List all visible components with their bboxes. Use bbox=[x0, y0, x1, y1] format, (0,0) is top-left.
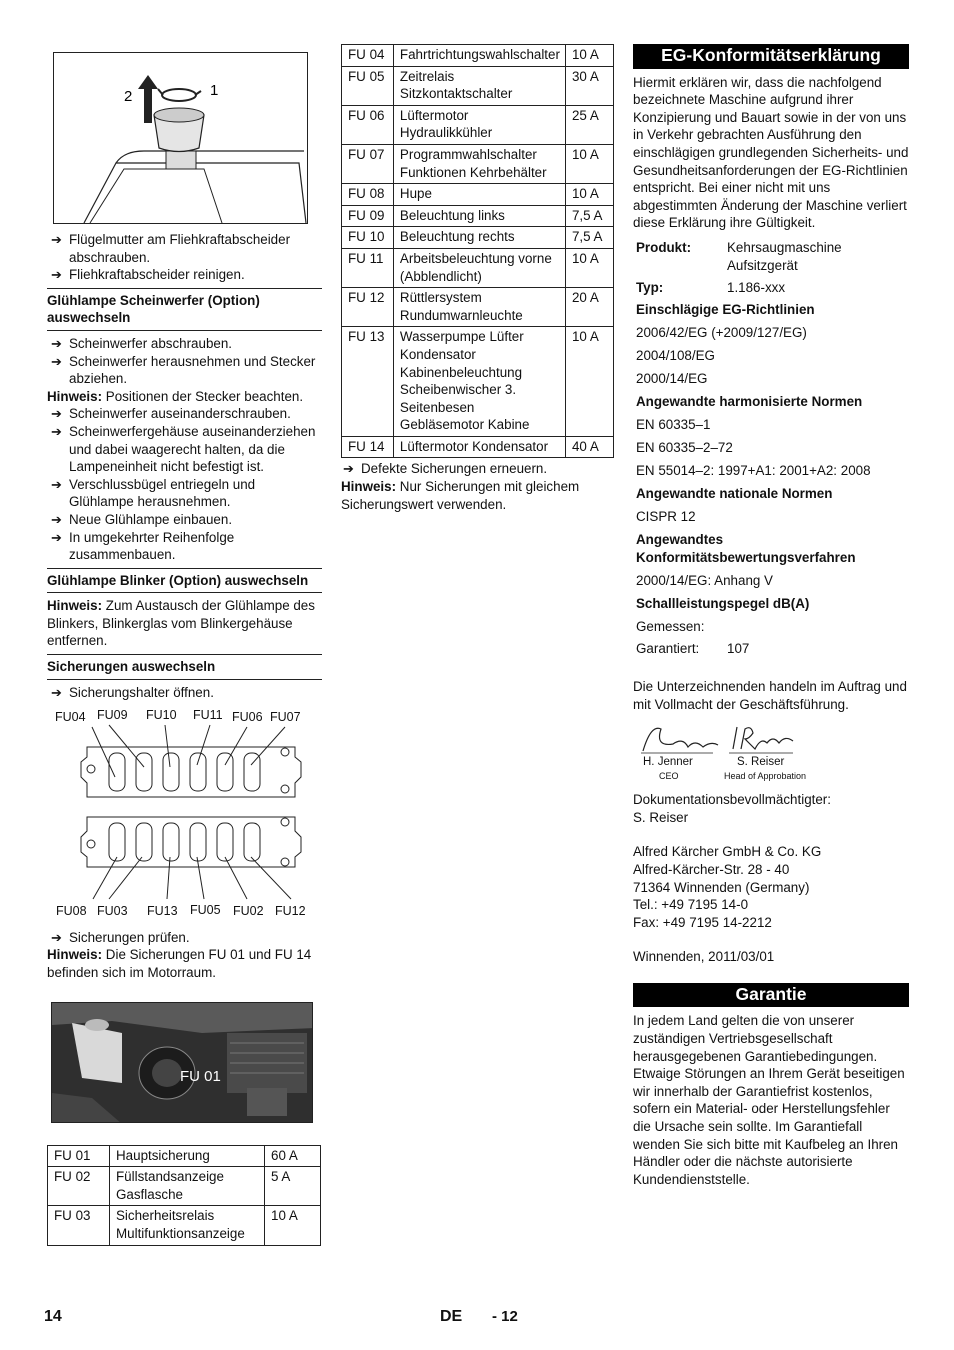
arrow-icon: ➔ bbox=[343, 461, 354, 477]
fuse-function: Sicherheitsrelais Multifunktionsanzeige bbox=[110, 1206, 265, 1245]
guaranteed-label: Garantiert: bbox=[636, 640, 700, 656]
table-row bbox=[342, 248, 614, 287]
fuse-rating: 20 A bbox=[565, 288, 613, 327]
fuse-function: Zeitrelais Sitzkontaktschalter bbox=[393, 66, 565, 105]
directive-item: 2006/42/EG (+2009/127/EG) bbox=[636, 324, 807, 340]
doc-rep-label: Dokumentationsbevollmächtigter: bbox=[633, 792, 831, 808]
fuse-table-left bbox=[47, 1145, 321, 1246]
fuse-id: FU 07 bbox=[342, 144, 394, 183]
fuse-id: FU 13 bbox=[342, 327, 394, 437]
step bbox=[47, 929, 322, 947]
standard-item: EN 55014–2: 1997+A1: 2001+A2: 2008 bbox=[636, 462, 871, 478]
arrow-icon: ➔ bbox=[51, 476, 62, 492]
arrow-icon: ➔ bbox=[51, 335, 62, 351]
middle-hint bbox=[341, 478, 614, 513]
fuse-rating: 5 A bbox=[265, 1167, 321, 1206]
type-value: 1.186-xxx bbox=[727, 279, 786, 295]
step-text: Defekte Sicherungen erneuern. bbox=[361, 461, 548, 477]
fuse-label: FU02 bbox=[233, 904, 264, 919]
place-date: Winnenden, 2011/03/01 bbox=[633, 949, 775, 965]
standard-item: EN 60335–1 bbox=[636, 416, 711, 432]
fuse-holder-figure bbox=[47, 707, 322, 927]
fuse-rating: 25 A bbox=[565, 105, 613, 144]
table-row bbox=[48, 1206, 321, 1245]
signer2-role: Head of Approbation bbox=[724, 771, 807, 782]
conformity-title: Angewandtes Konformitätsbewertungsverfahren bbox=[636, 531, 856, 565]
right-column bbox=[633, 44, 909, 1188]
separator-steps bbox=[47, 231, 322, 284]
hint-text: Positionen der Stecker beachten. bbox=[105, 388, 304, 404]
page-number: 14 bbox=[44, 1308, 62, 1325]
fig1-label-2: 2 bbox=[124, 88, 133, 105]
fuse-label: FU04 bbox=[55, 710, 86, 725]
signature-graphics bbox=[633, 719, 833, 759]
table-row bbox=[342, 327, 614, 437]
address-line: Tel.: +49 7195 14-0 bbox=[633, 897, 749, 913]
table-row bbox=[342, 144, 614, 183]
signer1-name: H. Jenner bbox=[643, 756, 693, 769]
step-text: Scheinwerfer herausnehmen und Stecker abziehen. bbox=[69, 353, 316, 387]
table-row bbox=[342, 436, 614, 458]
fuse-function: Lüftermotor Hydraulikkühler bbox=[393, 105, 565, 144]
hint-label: Hinweis: bbox=[47, 388, 103, 404]
address-line: Alfred Kärcher GmbH & Co. KG bbox=[633, 844, 822, 860]
signatures bbox=[633, 719, 909, 781]
fuse-function: Programmwahlschalter Funktionen Kehrbehälter bbox=[393, 144, 565, 183]
step bbox=[341, 460, 614, 478]
fuse-id: FU 02 bbox=[48, 1167, 110, 1206]
directives-title: Einschlägige EG-Richtlinien bbox=[636, 301, 815, 317]
sub-page-number: - 12 bbox=[492, 1308, 518, 1325]
ec-declaration-title: EG-Konformitätserklärung bbox=[633, 44, 909, 69]
step bbox=[47, 231, 322, 266]
signers-intro: Die Unterzeichnenden handeln im Auftrag und mit Vollmacht der Geschäftsführung. bbox=[633, 678, 907, 712]
fuse-label: FU13 bbox=[147, 904, 178, 919]
warranty-text: In jedem Land gelten die von unserer zuständigen Vertriebsgesellschaft herausgegebenen Garantiebedingungen. Etwaige Störungen an Ihrem Gerät beseitigen wir innerhalb der Garantiefrist kostenlos, sofern ein Material- oder Herstellungsfehler die Ursache sein sollte. Im Garantiefall wenden Sie sich bitte mit Kaufbeleg an Ihren Händler oder die nächste autorisierte Kundendienststelle. bbox=[633, 1013, 905, 1187]
fuse-id: FU 10 bbox=[342, 227, 394, 249]
ec-intro: Hiermit erklären wir, dass die nachfolgend bezeichnete Maschine aufgrund ihrer Konzipierung und Bauart sowie in der von uns in Verkehr gebrachten Ausführung den einschlägigen grundlegenden Sicherheits- und Gesundheitsanforderungen der EG-Richtlinien entspricht. Bei einer nicht mit uns abgestimmten Änderung der Maschine verliert diese Erklärung ihre Gültigkeit. bbox=[633, 74, 909, 231]
table-row bbox=[342, 205, 614, 227]
fuse-table-middle bbox=[341, 44, 614, 458]
step-text: Neue Glühlampe einbauen. bbox=[69, 511, 233, 527]
step-text: Flügelmutter am Fliehkraftabscheider abschrauben. bbox=[69, 232, 291, 265]
fuse-id: FU 08 bbox=[342, 184, 394, 206]
engine-bay-photo bbox=[51, 1002, 313, 1123]
fuse-label: FU06 bbox=[232, 710, 263, 725]
step-text: Verschlussbügel entriegeln und Glühlampe herausnehmen. bbox=[69, 476, 256, 510]
arrow-icon: ➔ bbox=[51, 267, 62, 283]
product-value: Kehrsaugmaschine Aufsitzgerät bbox=[727, 239, 842, 273]
company-address bbox=[633, 843, 909, 931]
product-row bbox=[633, 238, 909, 278]
fuse-id: FU 01 bbox=[48, 1145, 110, 1167]
warranty-title: Garantie bbox=[633, 983, 909, 1008]
fuse-rating: 10 A bbox=[565, 248, 613, 287]
step bbox=[47, 684, 322, 702]
fuse-function: Beleuchtung rechts bbox=[393, 227, 565, 249]
fuse-function: Wasserpumpe Lüfter Kondensator Kabinenbeleuchtung Scheibenwischer 3. Seitenbesen Gebläsemotor Kabine bbox=[393, 327, 565, 437]
headlamp-steps bbox=[47, 335, 322, 564]
fuse-rating: 7,5 A bbox=[565, 205, 613, 227]
table-row bbox=[342, 105, 614, 144]
type-row bbox=[633, 278, 909, 300]
standard-item: EN 60335–2–72 bbox=[636, 439, 733, 455]
step-text: Sicherungen prüfen. bbox=[69, 929, 190, 945]
fuse-holder-diagram bbox=[47, 707, 322, 922]
step bbox=[47, 266, 322, 284]
table-row bbox=[48, 1145, 321, 1167]
product-label: Produkt: bbox=[636, 239, 692, 255]
step-text: Sicherungshalter öffnen. bbox=[69, 684, 214, 700]
table-row bbox=[342, 45, 614, 67]
arrow-icon: ➔ bbox=[51, 511, 62, 527]
sound-title: Schallleistungspegel dB(A) bbox=[636, 595, 810, 611]
middle-column bbox=[341, 44, 614, 513]
table-row bbox=[48, 1167, 321, 1206]
fuse-label: FU11 bbox=[193, 708, 223, 723]
language-code: DE bbox=[440, 1308, 463, 1325]
fuse-rating: 60 A bbox=[265, 1145, 321, 1167]
doc-rep bbox=[633, 791, 909, 826]
blinker-hint bbox=[47, 597, 322, 650]
fuse-function: Füllstandsanzeige Gasflasche bbox=[110, 1167, 265, 1206]
measured-label: Gemessen: bbox=[636, 618, 705, 634]
fuse-rating: 7,5 A bbox=[565, 227, 613, 249]
fuse-function: Beleuchtung links bbox=[393, 205, 565, 227]
hint-text: Zum Austausch der Glühlampe des Blinkers, Blinkerglas vom Blinkergehäuse entfernen. bbox=[47, 598, 315, 649]
fuse-id: FU 03 bbox=[48, 1206, 110, 1245]
fuse-id: FU 14 bbox=[342, 436, 394, 458]
ec-details bbox=[633, 238, 909, 659]
fuse-label: FU05 bbox=[190, 903, 221, 918]
fuse-rating: 10 A bbox=[565, 184, 613, 206]
photo-label: FU 01 bbox=[180, 1067, 221, 1085]
arrow-icon: ➔ bbox=[51, 406, 62, 422]
check-hint bbox=[47, 946, 322, 981]
fuse-rating: 10 A bbox=[565, 45, 613, 67]
fuse-function: Arbeitsbeleuchtung vorne (Abblendlicht) bbox=[393, 248, 565, 287]
hint-label: Hinweis: bbox=[47, 947, 103, 963]
left-column bbox=[47, 44, 322, 1246]
directive-item: 2004/108/EG bbox=[636, 347, 715, 363]
address-line: Fax: +49 7195 14-2212 bbox=[633, 914, 772, 930]
step-text: Scheinwerfer abschrauben. bbox=[69, 335, 233, 351]
separator-figure bbox=[53, 52, 308, 224]
arrow-icon: ➔ bbox=[51, 232, 62, 247]
signer2-name: S. Reiser bbox=[737, 756, 785, 769]
fuse-function: Rüttlersystem Rundumwarnleuchte bbox=[393, 288, 565, 327]
arrow-icon: ➔ bbox=[51, 684, 62, 700]
fuse-label: FU07 bbox=[270, 710, 301, 725]
arrow-icon: ➔ bbox=[51, 929, 62, 945]
fuse-id: FU 12 bbox=[342, 288, 394, 327]
step-text: In umgekehrter Reihenfolge zusammenbauen. bbox=[69, 529, 235, 563]
fuse-rating: 10 A bbox=[565, 144, 613, 183]
fuse-function: Lüftermotor Kondensator bbox=[393, 436, 565, 458]
guaranteed-value: 107 bbox=[727, 640, 750, 656]
fuse-id: FU 05 bbox=[342, 66, 394, 105]
hint-label: Hinweis: bbox=[341, 479, 397, 495]
type-label: Typ: bbox=[636, 279, 664, 295]
directive-item: 2000/14/EG bbox=[636, 370, 708, 386]
fig1-label-1: 1 bbox=[210, 82, 219, 99]
table-row bbox=[342, 66, 614, 105]
fuse-rating: 30 A bbox=[565, 66, 613, 105]
hint-text: Nur Sicherungen mit gleichem Sicherungswert verwenden. bbox=[341, 479, 580, 512]
step-text: Fliehkraftabscheider reinigen. bbox=[69, 267, 245, 283]
address-line: Alfred-Kärcher-Str. 28 - 40 bbox=[633, 861, 790, 877]
table-row bbox=[342, 227, 614, 249]
step-text: Scheinwerfer auseinanderschrauben. bbox=[69, 406, 291, 422]
fuse-rating: 10 A bbox=[265, 1206, 321, 1245]
fuse-label: FU12 bbox=[275, 904, 306, 919]
blinker-section-title: Glühlampe Blinker (Option) auswechseln bbox=[47, 568, 322, 594]
table-row bbox=[342, 288, 614, 327]
fuse-rating: 10 A bbox=[565, 327, 613, 437]
measured-row bbox=[633, 615, 909, 637]
fuses-section-title: Sicherungen auswechseln bbox=[47, 654, 322, 680]
engine-bay-illustration bbox=[52, 1003, 313, 1123]
hint-label: Hinweis: bbox=[47, 598, 103, 614]
fuse-id: FU 09 bbox=[342, 205, 394, 227]
fuse-label: FU09 bbox=[97, 708, 128, 723]
arrow-icon: ➔ bbox=[51, 423, 62, 439]
fuse-function: Hauptsicherung bbox=[110, 1145, 265, 1167]
doc-rep-name: S. Reiser bbox=[633, 809, 689, 825]
harmonised-title: Angewandte harmonisierte Normen bbox=[636, 393, 863, 409]
hint-text: Die Sicherungen FU 01 und FU 14 befinden sich im Motorraum. bbox=[47, 947, 312, 981]
arrow-icon: ➔ bbox=[51, 353, 62, 369]
fuse-id: FU 06 bbox=[342, 105, 394, 144]
arrow-icon: ➔ bbox=[51, 529, 62, 545]
fuse-id: FU 04 bbox=[342, 45, 394, 67]
fuse-id: FU 11 bbox=[342, 248, 394, 287]
national-title: Angewandte nationale Normen bbox=[636, 485, 833, 501]
separator-illustration bbox=[54, 53, 308, 224]
table-row bbox=[342, 184, 614, 206]
fuse-label: FU03 bbox=[97, 904, 128, 919]
fuse-label: FU10 bbox=[146, 708, 177, 723]
fuse-label: FU08 bbox=[56, 904, 87, 919]
fuse-function: Fahrtrichtungswahlschalter bbox=[393, 45, 565, 67]
headlamp-hint bbox=[47, 388, 322, 406]
standard-item: CISPR 12 bbox=[636, 508, 696, 524]
headlamp-section-title: Glühlampe Scheinwerfer (Option) auswechseln bbox=[47, 288, 322, 331]
fuse-rating: 40 A bbox=[565, 436, 613, 458]
guaranteed-row bbox=[633, 637, 909, 659]
conformity-item: 2000/14/EG: Anhang V bbox=[636, 572, 773, 588]
step-text: Scheinwerfergehäuse auseinanderziehen und dabei waagerecht halten, da die Lampeneinheit nicht befestigt ist. bbox=[69, 423, 316, 475]
address-line: 71364 Winnenden (Germany) bbox=[633, 879, 810, 895]
signer1-role: CEO bbox=[659, 771, 679, 782]
fuse-function: Hupe bbox=[393, 184, 565, 206]
